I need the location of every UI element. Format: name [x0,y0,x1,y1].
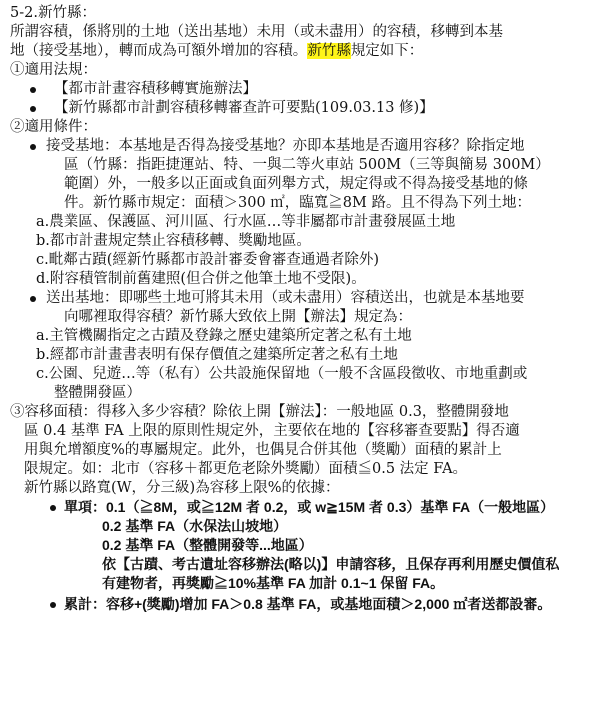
receive-site-line: 區（竹縣：指距捷運站、特、一與二等火車站 500M（三等與簡易 300M） [64,157,550,173]
single-item-line: 0.2 基準 FA（整體開發等...地區） [102,537,313,553]
receive-exclusion-item: c.毗鄰古蹟(經新竹縣都市設計審委會審查通過者除外) [36,252,380,268]
receive-site-line [10,137,590,156]
intro-text: 規定如下： [350,43,424,59]
intro-line: 所謂容積，係將別的土地（送出基地）未用（或未盡用）的容積，移轉到本基 [10,24,503,40]
bullet-icon [30,296,36,302]
single-item-line [10,498,590,517]
transfer-area-line: 新竹縣以路寬(W，分三級)為容移上限%的依據： [24,480,340,496]
bullet-icon [30,144,36,150]
document-page [10,4,590,614]
intro-text: 地（接受基地），轉而成為可額外增加的容積。 [10,43,308,59]
intro-line [10,42,590,61]
transfer-area-line: 用與允增額度%的專屬規定。此外，也偶見合併其他（獎勵）面積的累計上 [24,442,502,458]
applicable-law-heading: ①適用法規： [10,62,97,78]
send-site-item: 整體開發區） [54,385,141,401]
transfer-area-line: 區 0.4 基準 FA 上限的原則性規定外，主要依在地的【容移審查要點】得否適 [24,423,520,439]
bullet-icon [30,106,36,112]
send-site-item: c.公園、兒遊…等（私有）公共設施保留地（一般不含區段徵收、市地重劃或 [36,366,528,382]
single-item-line: 依【古蹟、考古遺址容移辦法(略以)】申請容移，且保存再利用歷史價值私 [102,556,560,572]
transfer-area-line: 限規定。如：北市（容移＋都更危老除外獎勵）面積≦0.5 法定 FA。 [24,461,468,477]
cumulative-line [10,595,590,614]
section-title: 5-2.新竹縣： [10,5,96,21]
bullet-icon [50,505,56,511]
single-item-line: 有建物者，再獎勵≧10%基準 FA 加計 0.1~1 保留 FA。 [102,575,445,591]
cumulative-text: 累計：容移+(獎勵)增加 FA＞0.8 基準 FA，或基地面積＞2,000 ㎡者送都設審。 [64,596,552,612]
conditions-heading: ②適用條件： [10,119,97,135]
send-site-text: 送出基地：即哪些土地可將其未用（或未盡用）容積送出，也就是本基地要 [46,290,525,306]
highlighted-county: 新竹縣 [307,43,351,59]
receive-exclusion-item: a.農業區、保護區、河川區、行水區…等非屬都市計畫發展區土地 [36,214,456,230]
send-site-item: b.經都市計畫書表明有保存價值之建築所定著之私有土地 [36,347,398,363]
transfer-area-line: ③容移面積：得移入多少容積？除依上開【辦法】：一般地區 0.3，整體開發地 [10,404,509,420]
law-item-text: 【都市計畫容積移轉實施辦法】 [54,81,257,97]
send-site-line: 向哪裡取得容積？新竹縣大致依上開【辦法】規定為： [64,309,412,325]
bullet-icon [50,602,56,608]
single-item-text: 單項：0.1（≧8M，或≧12M 者 0.2，或 w≧15M 者 0.3）基準 FA（一般地區） [64,499,555,515]
receive-site-text: 接受基地：本基地是否得為接受基地？亦即本基地是否適用容移？除指定地 [46,138,525,154]
receive-site-line: 件。新竹縣市規定：面積＞300 ㎡，臨寬≧8M 路。且不得為下列土地： [64,195,531,211]
receive-site-line: 範圍）外，一般多以正面或負面列舉方式，規定得或不得為接受基地的條 [64,176,528,192]
receive-exclusion-item: b.都市計畫規定禁止容積移轉、獎勵地區。 [36,233,311,249]
send-site-item: a.主管機關指定之古蹟及登錄之歷史建築所定著之私有土地 [36,328,412,344]
send-site-line [10,289,590,308]
law-item-text: 【新竹縣都市計劃容積移轉審查許可要點(109.03.13 修)】 [54,100,434,116]
receive-exclusion-item: d.附容積管制前舊建照(但合併之他筆土地不受限)。 [36,271,366,287]
bullet-icon [30,87,36,93]
law-list-item [10,80,590,99]
law-list-item [10,99,590,118]
single-item-line: 0.2 基準 FA（水保法山坡地） [102,518,288,534]
